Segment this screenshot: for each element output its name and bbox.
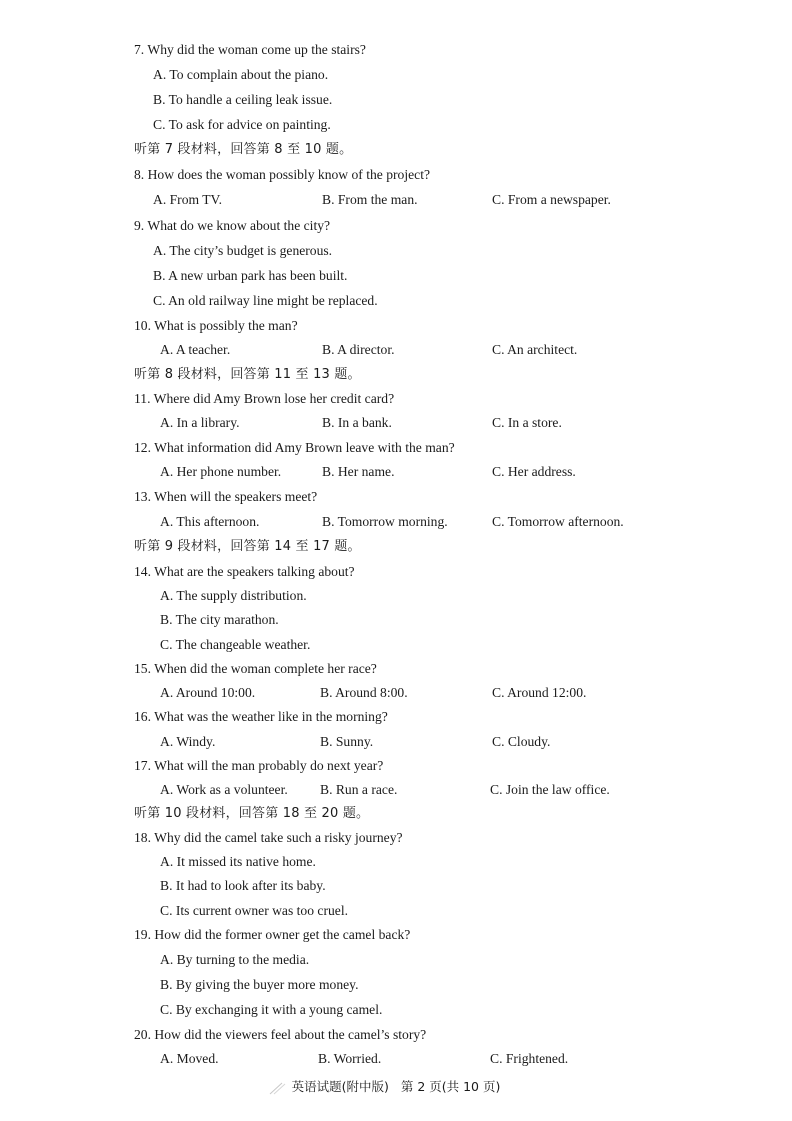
option-12c: C. Her address.	[492, 464, 576, 479]
option-20b: B. Worried.	[318, 1051, 382, 1066]
option-20c: C. Frightened.	[490, 1051, 569, 1066]
option-8c: C. From a newspaper.	[492, 192, 611, 207]
option-13c: C. Tomorrow afternoon.	[492, 514, 624, 529]
option-19a: A. By turning to the media.	[160, 952, 310, 967]
section-header-passage-9: 听第 9 段材料，回答第 14 至 17 题。	[134, 539, 361, 554]
option-16a: A. Windy.	[160, 734, 216, 749]
question-9: 9. What do we know about the city?	[134, 218, 331, 233]
option-10b: B. A director.	[322, 342, 395, 357]
option-17a: A. Work as a volunteer.	[160, 782, 288, 797]
option-7a: A. To complain about the piano.	[153, 67, 329, 82]
question-7: 7. Why did the woman come up the stairs?	[134, 42, 366, 57]
option-10c: C. An architect.	[492, 342, 578, 357]
option-17b: B. Run a race.	[320, 782, 398, 797]
question-17: 17. What will the man probably do next year?	[134, 758, 384, 773]
option-10a: A. A teacher.	[160, 342, 231, 357]
option-12a: A. Her phone number.	[160, 464, 282, 479]
question-15: 15. When did the woman complete her race?	[134, 661, 377, 676]
option-11b: B. In a bank.	[322, 415, 392, 430]
question-19: 19. How did the former owner get the camel back?	[134, 927, 411, 942]
option-17c: C. Join the law office.	[490, 782, 610, 797]
question-14: 14. What are the speakers talking about?	[134, 564, 355, 579]
section-header-passage-7: 听第 7 段材料，回答第 8 至 10 题。	[134, 142, 353, 157]
question-11: 11. Where did Amy Brown lose her credit card?	[134, 391, 395, 406]
option-8b: B. From the man.	[322, 192, 418, 207]
option-9b: B. A new urban park has been built.	[153, 268, 348, 283]
option-18b: B. It had to look after its baby.	[160, 878, 326, 893]
footer-title: 英语试题(附中版)	[291, 1079, 389, 1094]
option-16b: B. Sunny.	[320, 734, 374, 749]
section-header-passage-10: 听第 10 段材料，回答第 18 至 20 题。	[134, 806, 370, 821]
option-11c: C. In a store.	[492, 415, 562, 430]
option-20a: A. Moved.	[160, 1051, 219, 1066]
option-9c: C. An old railway line might be replaced.	[153, 293, 378, 308]
option-15c: C. Around 12:00.	[492, 685, 587, 700]
option-14a: A. The supply distribution.	[160, 588, 307, 603]
option-7c: C. To ask for advice on painting.	[153, 117, 331, 132]
question-8: 8. How does the woman possibly know of the project?	[134, 167, 431, 182]
question-10: 10. What is possibly the man?	[134, 318, 298, 333]
section-header-passage-8: 听第 8 段材料，回答第 11 至 13 题。	[134, 367, 361, 382]
option-7b: B. To handle a ceiling leak issue.	[153, 92, 333, 107]
option-19c: C. By exchanging it with a young camel.	[160, 1002, 383, 1017]
option-15a: A. Around 10:00.	[160, 685, 256, 700]
option-13a: A. This afternoon.	[160, 514, 260, 529]
option-19b: B. By giving the buyer more money.	[160, 977, 359, 992]
page-footer	[0, 1077, 792, 1095]
option-14b: B. The city marathon.	[160, 612, 279, 627]
option-15b: B. Around 8:00.	[320, 685, 408, 700]
question-16: 16. What was the weather like in the morning?	[134, 709, 388, 724]
option-14c: C. The changeable weather.	[160, 637, 311, 652]
option-16c: C. Cloudy.	[492, 734, 551, 749]
question-13: 13. When will the speakers meet?	[134, 489, 318, 504]
option-13b: B. Tomorrow morning.	[322, 514, 448, 529]
question-18: 18. Why did the camel take such a risky journey?	[134, 830, 403, 845]
question-20: 20. How did the viewers feel about the camel’s story?	[134, 1027, 427, 1042]
footer-page-number: 第 2 页(共 10 页)	[400, 1079, 501, 1094]
option-8a: A. From TV.	[153, 192, 222, 207]
option-11a: A. In a library.	[160, 415, 240, 430]
option-18c: C. Its current owner was too cruel.	[160, 903, 348, 918]
option-9a: A. The city’s budget is generous.	[153, 243, 333, 258]
option-18a: A. It missed its native home.	[160, 854, 316, 869]
question-12: 12. What information did Amy Brown leave with the man?	[134, 440, 455, 455]
option-12b: B. Her name.	[322, 464, 395, 479]
